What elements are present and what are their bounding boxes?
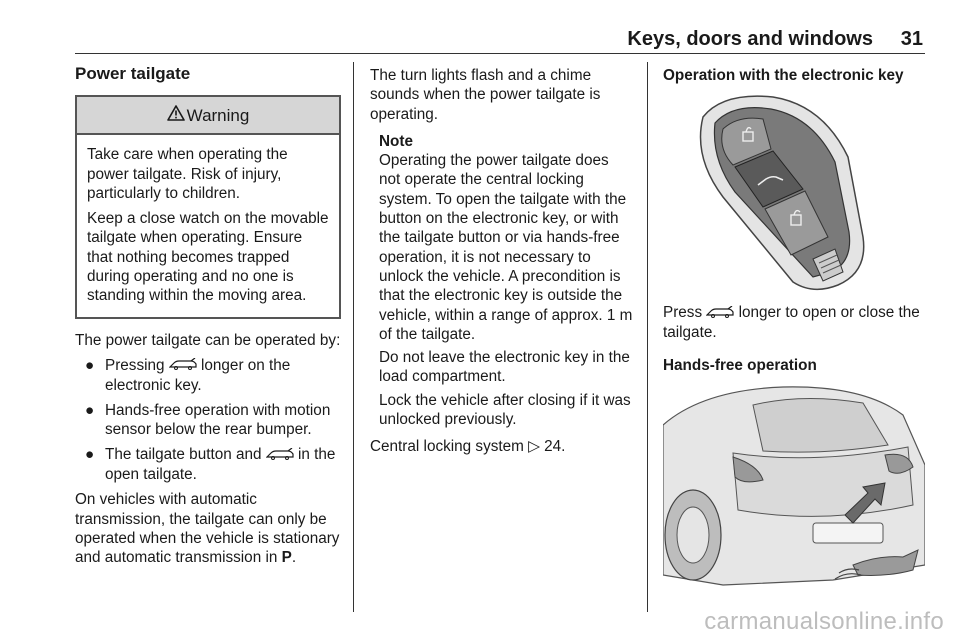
automatic-transmission-body: On vehicles with automatic transmission, the tailgate can only be operated when the vehicle is stationary and automatic transmission in bbox=[75, 491, 340, 567]
chapter-title: Keys, doors and windows bbox=[627, 28, 873, 50]
list-item-text: Hands-free operation with motion sensor below the rear bumper. bbox=[105, 401, 331, 439]
note-block bbox=[370, 132, 634, 429]
bullet-icon: ● bbox=[85, 356, 95, 374]
warning-header bbox=[77, 97, 339, 135]
warning-text: Keep a close watch on the movable tailgate when operating. Ensure that nothing becomes trapped during operating and no one is standing within the moving area. bbox=[87, 210, 329, 305]
note-title: Note bbox=[379, 132, 413, 150]
note-text: Lock the vehicle after closing if it was unlocked previously. bbox=[379, 391, 631, 429]
tailgate-car-icon bbox=[169, 356, 197, 375]
warning-body bbox=[77, 135, 339, 316]
press-key-text-end: longer to open or close the tailgate. bbox=[663, 304, 920, 341]
column-divider bbox=[353, 62, 354, 612]
cross-reference bbox=[370, 437, 634, 456]
warning-title: Warning bbox=[186, 105, 250, 125]
section-title: Power tailgate bbox=[75, 64, 191, 83]
column-1 bbox=[75, 62, 341, 568]
hands-free-title: Hands-free operation bbox=[663, 357, 817, 375]
page-header bbox=[75, 25, 925, 54]
list-item bbox=[75, 445, 341, 484]
column-2 bbox=[370, 62, 634, 457]
note-text: Operating the power tailgate does not operate the central locking system. To open the tailgate with the button on the electronic key, or with the tailgate button or via hands-free operation, it is not necessary to unlock the vehicle. A precondition is that the electronic key is outside the vehicle, within a range of approx. 1 m of the tailgate. bbox=[379, 152, 633, 343]
period: . bbox=[291, 549, 297, 567]
list-item-text-start: Pressing bbox=[105, 356, 165, 374]
warning-box bbox=[75, 95, 341, 318]
watermark: carmanualsonline.info bbox=[704, 608, 944, 635]
electronic-key-illustration bbox=[663, 87, 928, 299]
gear-position-p: P bbox=[281, 549, 292, 567]
cross-reference-page: 24. bbox=[544, 438, 566, 456]
column-divider bbox=[647, 62, 648, 612]
list-item bbox=[75, 356, 341, 395]
warning-text: Take care when operating the power tailgate. Risk of injury, particularly to children. bbox=[87, 146, 288, 202]
note-text: Do not leave the electronic key in the load compartment. bbox=[379, 349, 630, 386]
list-item-text-end: in the open tailgate. bbox=[105, 446, 336, 484]
bullet-icon: ● bbox=[85, 446, 95, 464]
press-key-text-start: Press bbox=[663, 304, 703, 322]
column-3 bbox=[663, 62, 928, 590]
list-item-text-end: longer on the electronic key. bbox=[105, 356, 291, 394]
press-key-text bbox=[663, 303, 928, 342]
cross-reference-label: Central locking system bbox=[370, 438, 524, 456]
page-number: 31 bbox=[900, 28, 923, 50]
tailgate-car-icon bbox=[266, 446, 294, 465]
turn-lights-text: The turn lights flash and a chime sounds when the power tailgate is operating. bbox=[370, 67, 601, 123]
automatic-transmission-text bbox=[75, 490, 341, 567]
list-item-text-start: The tailgate button and bbox=[105, 446, 262, 464]
intro-text: The power tailgate can be operated by: bbox=[75, 331, 341, 349]
page-reference-icon: ▷ bbox=[528, 438, 540, 456]
key-operation-title: Operation with the electronic key bbox=[663, 67, 904, 84]
tailgate-car-icon bbox=[706, 304, 734, 323]
hands-free-illustration bbox=[663, 385, 925, 590]
warning-triangle-icon bbox=[167, 105, 185, 125]
list-item bbox=[75, 401, 341, 440]
operation-methods-list bbox=[75, 356, 341, 484]
bullet-icon: ● bbox=[85, 401, 95, 419]
